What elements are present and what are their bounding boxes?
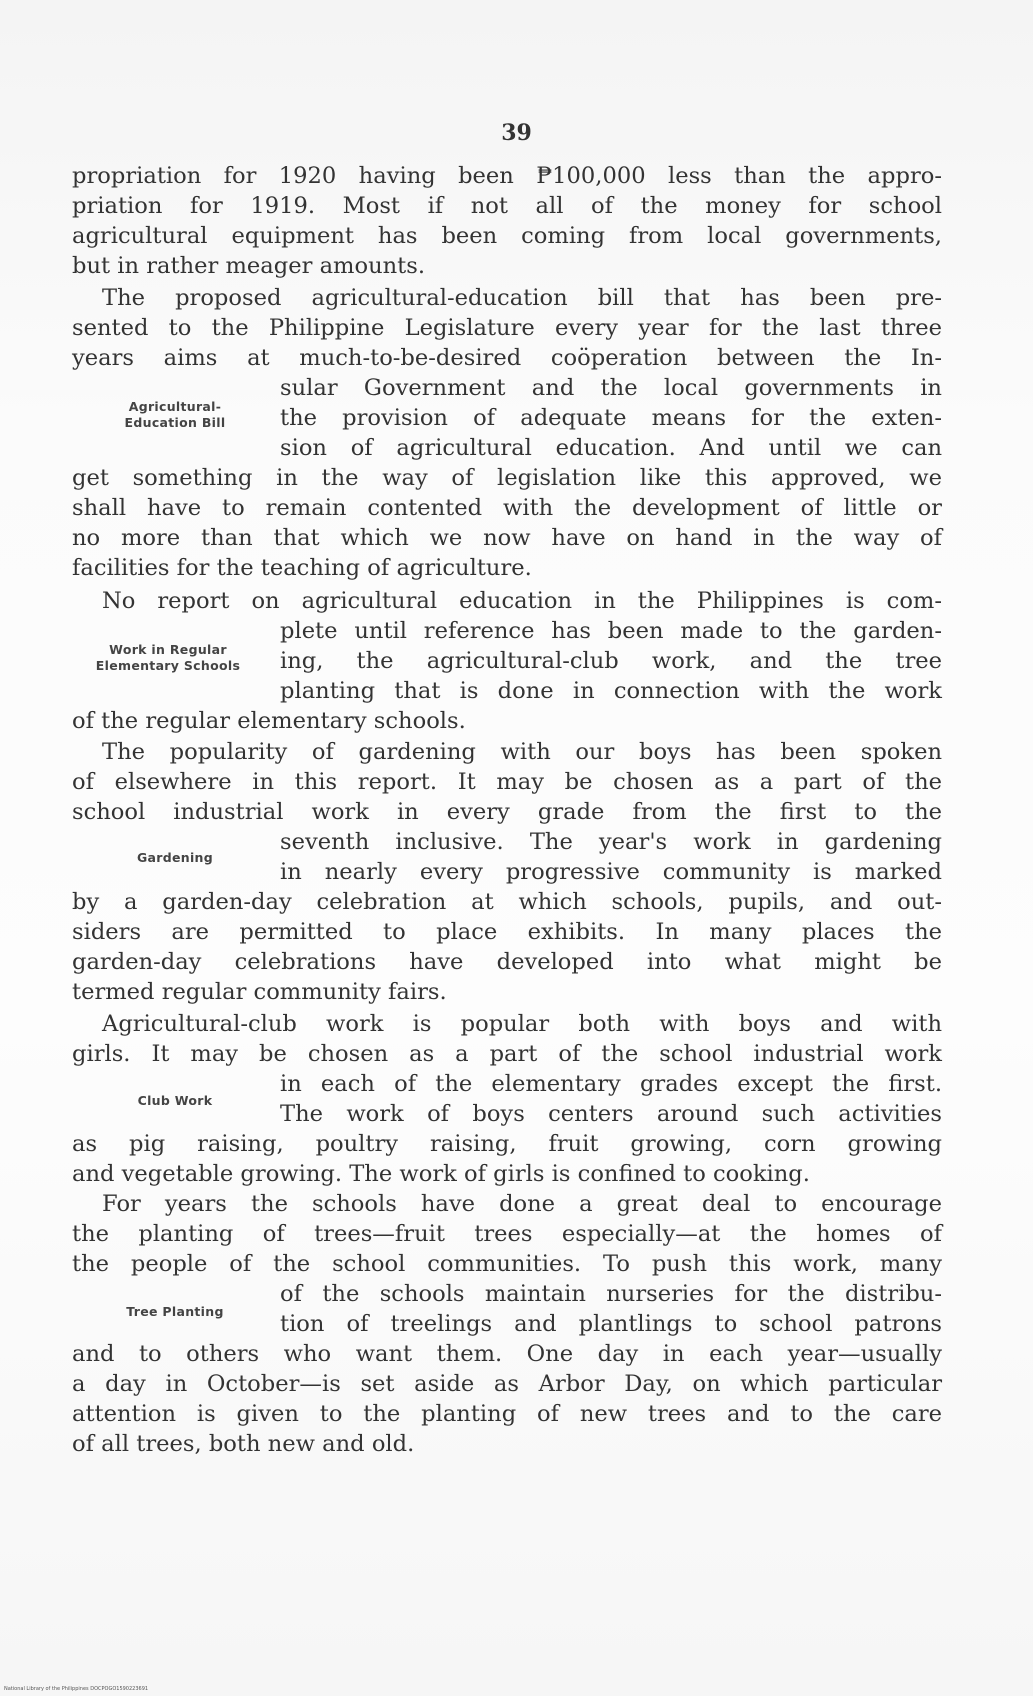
- text-line: of all trees, both new and old.: [72, 1431, 415, 1457]
- text-line: tion of treelings and plantlings to school patrons: [280, 1311, 942, 1337]
- margin-note-gardening: Gardening: [136, 850, 213, 865]
- text-line: the planting of trees—fruit trees especially—at the homes of: [72, 1221, 942, 1247]
- footer-source-note: National Library of the Philippines DOCPOGO1590223691: [4, 1686, 149, 1692]
- text-line: For years the schools have done a great deal to encourage: [102, 1191, 942, 1217]
- text-line: seventh inclusive. The year's work in gardening: [280, 829, 942, 855]
- text-line: girls. It may be chosen as a part of the school industrial work: [72, 1041, 942, 1067]
- text-line: the provision of adequate means for the exten-: [280, 405, 942, 431]
- text-line: of elsewhere in this report. It may be chosen as a part of the: [72, 769, 942, 795]
- text-line: but in rather meager amounts.: [72, 253, 426, 279]
- text-line: ing, the agricultural-club work, and the tree: [280, 648, 942, 674]
- text-line: shall have to remain contented with the development of little or: [72, 495, 942, 521]
- text-line: priation for 1919. Most if not all of the money for school: [72, 193, 942, 219]
- text-line: as pig raising, poultry raising, fruit growing, corn growing: [72, 1131, 942, 1157]
- text-line: The popularity of gardening with our boys has been spoken: [102, 739, 942, 765]
- margin-note-club-work: Club Work: [137, 1093, 213, 1108]
- text-line: get something in the way of legislation like this approved, we: [72, 465, 942, 491]
- text-line: and to others who want them. One day in each year—usually: [72, 1341, 942, 1367]
- margin-note-work-in-regular-elementary-schools: Work in Regular Elementary Schools: [95, 642, 241, 673]
- text-line: planting that is done in connection with the work: [280, 678, 942, 704]
- text-line: Agricultural-club work is popular both with boys and with: [102, 1011, 942, 1037]
- text-line: termed regular community fairs.: [72, 979, 447, 1005]
- text-line: siders are permitted to place exhibits. In many places the: [72, 919, 942, 945]
- text-line: no more than that which we now have on hand in the way of: [72, 525, 942, 551]
- text-line: sented to the Philippine Legislature every year for the last three: [72, 315, 942, 341]
- page-number: 39: [501, 120, 532, 146]
- text-line: of the regular elementary schools.: [72, 708, 466, 734]
- text-line: and vegetable growing. The work of girls is confined to cooking.: [72, 1161, 810, 1187]
- text-line: The work of boys centers around such activities: [280, 1101, 942, 1127]
- text-line: school industrial work in every grade from the first to the: [72, 799, 942, 825]
- text-line: sion of agricultural education. And until we can: [280, 435, 942, 461]
- text-line: garden-day celebrations have developed into what might be: [72, 949, 942, 975]
- text-line: in nearly every progressive community is marked: [280, 859, 942, 885]
- text-line: The proposed agricultural-education bill that has been pre-: [102, 285, 942, 311]
- text-line: agricultural equipment has been coming from local governments,: [72, 223, 942, 249]
- text-line: of the schools maintain nurseries for the distribu-: [280, 1281, 942, 1307]
- text-line: No report on agricultural education in the Philippines is com-: [102, 588, 942, 614]
- text-line: facilities for the teaching of agriculture.: [72, 555, 532, 581]
- text-line: in each of the elementary grades except the first.: [280, 1071, 942, 1097]
- text-line: propriation for 1920 having been ₱100,000 less than the appro-: [72, 163, 942, 189]
- text-line: a day in October—is set aside as Arbor Day, on which particular: [72, 1371, 942, 1397]
- margin-note-tree-planting: Tree Planting: [126, 1304, 224, 1319]
- text-line: plete until reference has been made to the garden-: [280, 618, 942, 644]
- text-line: attention is given to the planting of new trees and to the care: [72, 1401, 942, 1427]
- text-line: the people of the school communities. To push this work, many: [72, 1251, 942, 1277]
- text-line: by a garden-day celebration at which schools, pupils, and out-: [72, 889, 942, 915]
- text-line: years aims at much-to-be-desired coöperation between the In-: [72, 345, 942, 371]
- text-line: sular Government and the local governments in: [280, 375, 942, 401]
- margin-note-agricultural-education-bill: Agricultural- Education Bill: [124, 399, 226, 430]
